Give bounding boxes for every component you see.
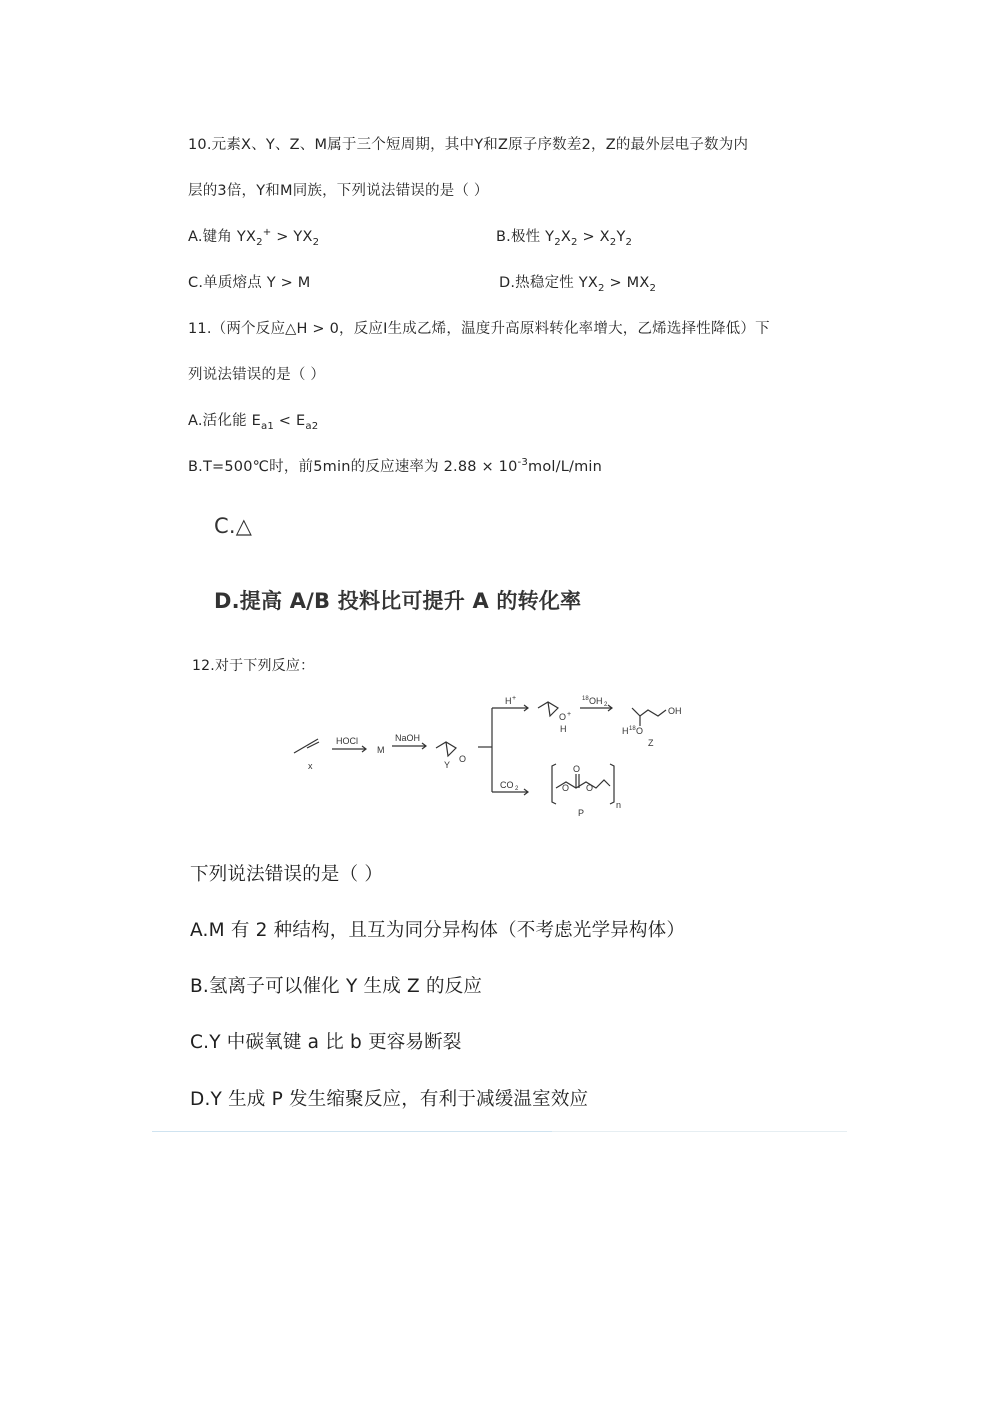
q10-b-sub4: 2 xyxy=(625,236,633,248)
q11-line1: 11.（两个反应△H > 0，反应Ⅰ生成乙烯，温度升高原料转化率增大，乙烯选择性降低）下 xyxy=(188,321,770,337)
label-y: Y xyxy=(444,760,451,770)
q10-b-mid2: > X xyxy=(577,229,610,245)
q10-b-sub3: 2 xyxy=(609,236,617,248)
atom-o-p3: O xyxy=(573,764,581,774)
q11-a-mid: < E xyxy=(274,413,306,429)
reagent-h2o-sub: 2 xyxy=(604,702,608,708)
reagent-naoh: NaOH xyxy=(395,733,421,743)
reagent-co2-sub: 2 xyxy=(515,786,519,792)
reaction-scheme xyxy=(280,690,710,835)
protonated-epoxide-structure xyxy=(538,702,558,716)
q10-option-b xyxy=(496,225,632,246)
atom-o-plus: + xyxy=(567,711,572,718)
label-p: P xyxy=(578,808,585,818)
subscript-n: n xyxy=(616,800,622,810)
q11-a-prefix: A.活化能 E xyxy=(188,413,261,429)
bottom-rule xyxy=(152,1131,552,1132)
label-x: x xyxy=(308,761,313,771)
bottom-rule-right xyxy=(552,1131,847,1132)
q10-b-mid1: X xyxy=(560,229,572,245)
q11-b-exp: -3 xyxy=(517,457,529,469)
q10-b-prefix: B.极性 Y xyxy=(496,229,555,245)
q10-a-mid: > YX xyxy=(271,229,313,245)
q10-a-sup: + xyxy=(262,227,272,239)
q11-option-d: D.提高 A/B 投料比可提升 A 的转化率 xyxy=(214,589,582,613)
q12-option-a: A.M 有 2 种结构，且互为同分异构体（不考虑光学异构体） xyxy=(190,920,686,941)
q10-b-mid3: Y xyxy=(616,229,626,245)
q12-title: 12.对于下列反应： xyxy=(192,658,315,674)
q11-a-sub2: a2 xyxy=(305,420,319,432)
q12-option-b: B.氢离子可以催化 Y 生成 Z 的反应 xyxy=(190,976,483,997)
q12-option-c: C.Y 中碳氧键 a 比 b 更容易断裂 xyxy=(190,1032,462,1053)
reagent-hocl: HOCl xyxy=(336,736,358,746)
q11-option-c: C.△ xyxy=(214,514,253,538)
q10-a-sub2: 2 xyxy=(312,236,320,248)
atom-oh-z: OH xyxy=(668,706,682,716)
q10-option-c: C.单质熔点 Y > M xyxy=(188,275,311,291)
q10-option-a xyxy=(188,225,319,246)
q12-option-d: D.Y 生成 P 发生缩聚反应，有利于减缓温室效应 xyxy=(190,1089,589,1110)
propene-structure xyxy=(294,739,318,753)
diol-z-structure xyxy=(632,708,666,716)
reagent-h-plus-sign: + xyxy=(512,695,517,702)
atom-18-z: 18 xyxy=(629,726,636,732)
q10-b-sub1: 2 xyxy=(554,236,561,248)
epoxide-y-structure xyxy=(436,742,456,756)
q10-d-mid: > MX xyxy=(604,275,650,291)
q11-option-a xyxy=(188,409,318,430)
label-z: Z xyxy=(648,738,654,748)
q10-line2: 层的3倍，Y和M同族，下列说法错误的是（ ） xyxy=(188,183,489,199)
label-m: M xyxy=(377,745,385,755)
q10-line1: 10.元素X、Y、Z、M属于三个短周期，其中Y和Z原子序数差2，Z的最外层电子数为内 xyxy=(188,137,749,153)
atom-o-p1: O xyxy=(562,783,570,793)
q11-option-b xyxy=(188,455,602,476)
q10-d-prefix: D.热稳定性 YX xyxy=(499,275,598,291)
reagent-co2: CO xyxy=(500,780,514,790)
atom-o-protonated: O xyxy=(559,712,567,722)
q11-b-text: B.T=500℃时，前5min的反应速率为 2.88 × 10 xyxy=(188,459,518,475)
q11-b-unit: mol/L/min xyxy=(528,459,603,475)
atom-o-z: O xyxy=(636,726,644,736)
reagent-h-plus: H xyxy=(505,696,512,706)
reagent-h2o-iso: 18 xyxy=(582,696,589,702)
atom-h-protonated: H xyxy=(560,724,567,734)
q12-prompt: 下列说法错误的是（ ） xyxy=(190,864,384,885)
q10-option-d xyxy=(499,271,656,292)
q11-line2: 列说法错误的是（ ） xyxy=(188,367,326,383)
q10-d-sub2: 2 xyxy=(649,282,657,294)
atom-h-z: H xyxy=(622,726,629,736)
q10-a-sub1: 2 xyxy=(256,236,263,248)
q10-a-prefix: A.键角 YX xyxy=(188,229,257,245)
q10-d-sub1: 2 xyxy=(597,282,605,294)
atom-o-y: O xyxy=(459,754,467,764)
q10-b-sub2: 2 xyxy=(571,236,578,248)
atom-o-p2: O xyxy=(586,783,594,793)
q11-a-sub1: a1 xyxy=(260,420,274,432)
reagent-h2o: OH xyxy=(589,696,603,706)
